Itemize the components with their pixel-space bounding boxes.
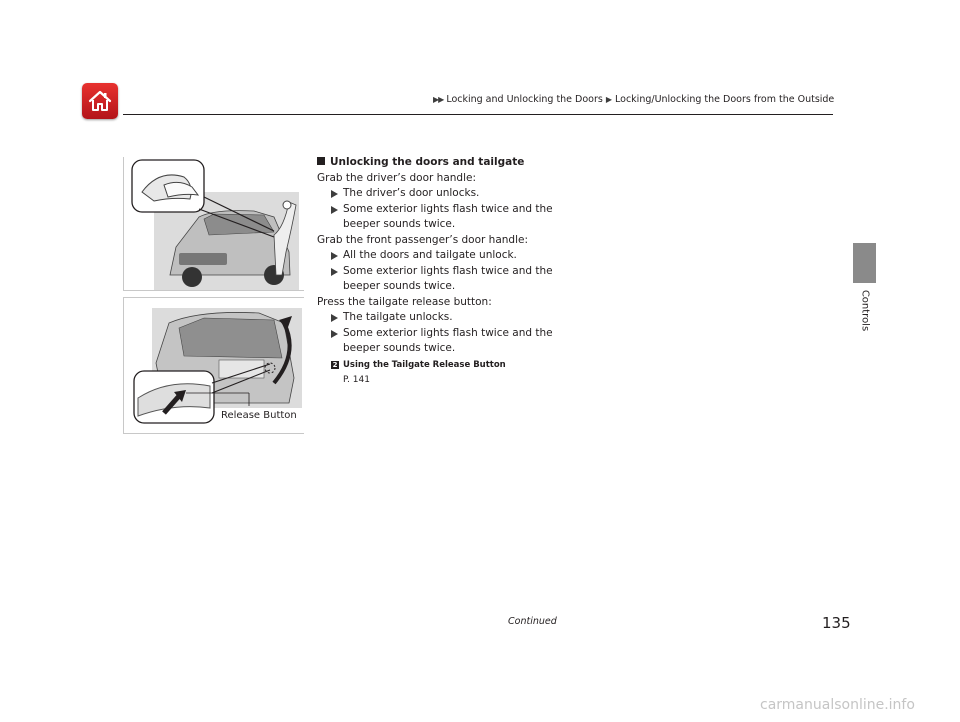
result-bullet [317, 186, 577, 202]
result-text: The tailgate unlocks. [343, 311, 453, 323]
instructions-section [317, 155, 577, 389]
section-square-icon [317, 157, 325, 165]
result-bullet [317, 248, 577, 264]
breadcrumb-item-1[interactable]: Locking and Unlocking the Doors [446, 94, 603, 105]
result-arrow-icon [331, 268, 338, 276]
step-intro: Grab the driver’s door handle: [317, 171, 476, 184]
continued-label: Continued [508, 616, 557, 627]
result-bullet [317, 264, 577, 295]
breadcrumb-item-2[interactable]: Locking/Unlocking the Doors from the Outside [615, 94, 835, 105]
cross-reference-link[interactable] [317, 358, 577, 374]
result-arrow-icon [331, 190, 338, 198]
breadcrumb [433, 94, 834, 105]
section-heading-text: Unlocking the doors and tailgate [330, 156, 525, 168]
figure-door-handle [123, 157, 304, 291]
result-arrow-icon [331, 252, 338, 260]
result-text: Some exterior lights flash twice and the [343, 264, 553, 277]
reference-title[interactable]: Using the Tailgate Release Button [343, 359, 506, 370]
result-bullet [317, 326, 577, 357]
home-button[interactable] [82, 83, 118, 119]
result-text: Some exterior lights flash twice and the [343, 202, 553, 215]
release-button-callout: Release Button [221, 410, 297, 421]
reference-arrow-icon: 2 [332, 360, 338, 369]
section-heading [317, 155, 577, 171]
breadcrumb-separator-icon: ▶ [605, 95, 613, 104]
page-number: 135 [822, 614, 851, 632]
side-tab-marker[interactable] [853, 243, 876, 283]
result-arrow-icon [331, 206, 338, 214]
step-intro: Press the tailgate release button: [317, 295, 492, 308]
watermark: carmanualsonline.info [760, 697, 915, 713]
result-text: beeper sounds twice. [343, 218, 456, 230]
result-text: The driver’s door unlocks. [343, 187, 480, 199]
side-tab-label[interactable]: Controls [859, 289, 871, 332]
result-bullet [317, 310, 577, 326]
reference-page[interactable]: P. 141 [343, 375, 370, 385]
result-text: Some exterior lights flash twice and the [343, 326, 553, 339]
result-bullet [317, 202, 577, 233]
header-rule [123, 114, 833, 115]
result-text: All the doors and tailgate unlock. [343, 249, 517, 261]
result-arrow-icon [331, 330, 338, 338]
breadcrumb-arrow-icon: ▶▶ [433, 95, 444, 104]
result-arrow-icon [331, 314, 338, 322]
result-text: beeper sounds twice. [343, 342, 456, 354]
result-text: beeper sounds twice. [343, 280, 456, 292]
home-icon [87, 89, 113, 113]
step-intro: Grab the front passenger’s door handle: [317, 233, 529, 246]
